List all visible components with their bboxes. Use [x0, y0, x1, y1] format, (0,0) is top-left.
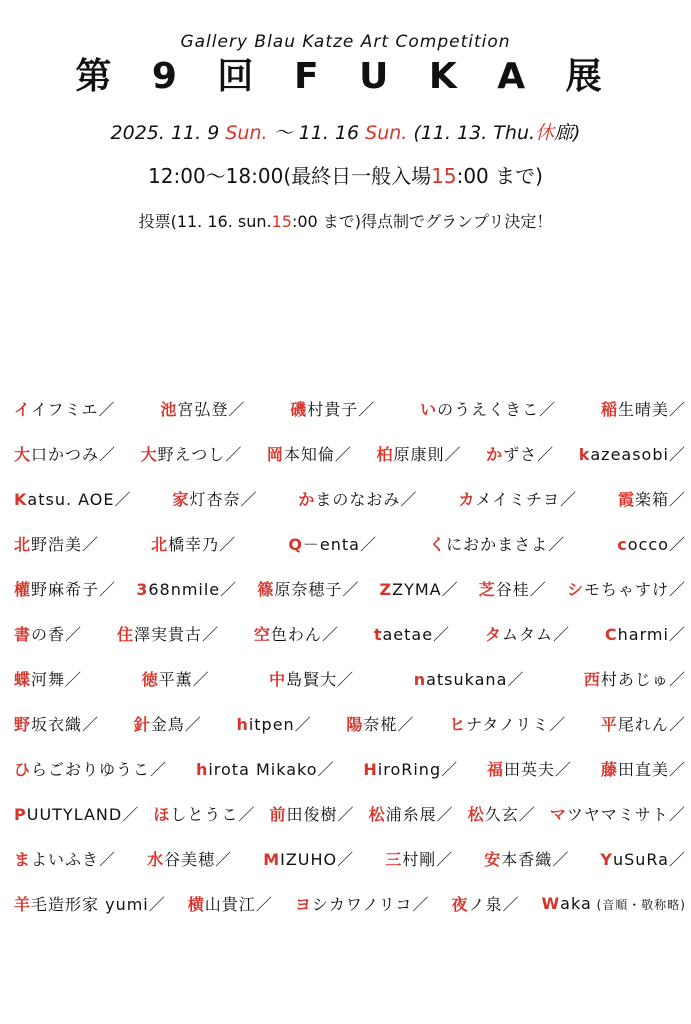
separator: ／: [668, 625, 686, 644]
artist-name: [196, 757, 335, 780]
separator: ／: [337, 850, 355, 869]
artist-name-rest: の香: [31, 625, 66, 644]
artist-initial: 横: [187, 895, 205, 914]
separator: ／: [668, 445, 686, 464]
opening-hours: [0, 160, 691, 189]
artist-initial: 福: [487, 760, 505, 779]
artist-initial: 柏: [376, 445, 394, 464]
artist-name-rest: 村貴子: [307, 400, 359, 419]
separator: ／: [192, 670, 210, 689]
artist-initial: h: [195, 760, 209, 779]
artist-name-rest: 田直美: [617, 760, 669, 779]
artist-name: [420, 397, 556, 420]
artist-initial: 岡: [266, 445, 284, 464]
artist-initial: 西: [583, 670, 601, 689]
artist-name: [14, 712, 99, 735]
separator: ／: [507, 670, 525, 689]
artist-name: [14, 847, 116, 870]
artist-name-rest: しとうこ: [170, 805, 239, 824]
separator: ／: [668, 805, 686, 824]
artist-name: [618, 487, 686, 510]
artist-name: [429, 532, 565, 555]
start-date: 2025. 11. 9: [110, 122, 220, 144]
artist-name: [468, 802, 536, 825]
artist-name: [14, 532, 99, 555]
artist-name: [236, 712, 311, 735]
artist-name: [377, 442, 462, 465]
artist-initial: 藤: [600, 760, 618, 779]
artist-name-rest: aka: [560, 894, 592, 913]
artist-initial: H: [363, 760, 378, 779]
artist-initial: k: [578, 445, 591, 464]
separator: ／: [502, 895, 520, 914]
separator: ／: [334, 445, 352, 464]
separator: ／: [255, 895, 273, 914]
separator: ／: [552, 850, 570, 869]
hours-suffix: :00 まで): [456, 164, 543, 188]
artist-initial: 家: [172, 490, 190, 509]
separator: ／: [412, 895, 430, 914]
separator: ／: [228, 400, 246, 419]
artist-initial: 住: [116, 625, 134, 644]
artist-name-rest: まのなおみ: [315, 490, 401, 509]
artist-name-rest: uSuRa: [612, 850, 669, 869]
end-date: 11. 16: [298, 122, 360, 144]
artist-initial: Z: [379, 580, 393, 599]
separator: ／: [294, 715, 312, 734]
separator: ／: [337, 670, 355, 689]
separator: ／: [65, 625, 83, 644]
artist-initial: 芝: [478, 580, 496, 599]
artist-name-rest: シカワノリコ: [311, 895, 413, 914]
artist-name-rest: 河舞: [31, 670, 66, 689]
closed-suffix: 廊): [554, 122, 581, 144]
artist-initial: W: [541, 894, 561, 913]
separator: ／: [668, 580, 686, 599]
artist-name-rest: 奈椛: [363, 715, 398, 734]
artist-name: [298, 487, 417, 510]
separator: ／: [238, 805, 256, 824]
separator: ／: [441, 760, 459, 779]
separator: ／: [99, 445, 117, 464]
artist-initial: 夜: [451, 895, 469, 914]
separator: ／: [317, 760, 335, 779]
artist-initial: 篠: [257, 580, 275, 599]
artist-name: [257, 577, 359, 600]
separator: ／: [555, 760, 573, 779]
artist-row: [14, 521, 686, 566]
artist-name: [374, 622, 450, 645]
artist-initial: 陽: [346, 715, 364, 734]
artist-name: [14, 667, 82, 690]
artist-name-rest: のうえくきこ: [437, 400, 540, 419]
artist-name-rest: モちゃすけ: [583, 580, 669, 599]
hours-last-entry: 15: [431, 164, 457, 188]
artist-name-rest: iroRing: [377, 760, 442, 779]
artist-initial: ほ: [153, 805, 171, 824]
artist-name-rest: 野麻希子: [31, 580, 100, 599]
artist-name-rest: イフミエ: [31, 400, 99, 419]
separator: ／: [668, 490, 686, 509]
artist-initial: C: [604, 625, 618, 644]
artist-name: [601, 397, 686, 420]
separator: ／: [99, 580, 117, 599]
artist-name: [188, 892, 273, 915]
separator: ／: [122, 805, 140, 824]
artist-initial: 稲: [600, 400, 618, 419]
artist-initial: 霞: [617, 490, 635, 509]
artist-name: [479, 577, 547, 600]
artist-name: [484, 847, 569, 870]
artist-name-rest: 島賢大: [286, 670, 338, 689]
artist-name-rest: atsukana: [426, 670, 508, 689]
artist-initial: 北: [14, 535, 32, 554]
artist-initial: い: [420, 400, 438, 419]
artist-name-rest: ZYMA: [392, 580, 442, 599]
artist-row: [14, 566, 686, 611]
artist-name-rest: harmi: [617, 625, 669, 644]
separator: ／: [668, 535, 686, 554]
competition-subtitle: Gallery Blau Katze Art Competition: [180, 32, 511, 52]
artist-name: [414, 667, 525, 690]
artist-name-rest: 68nmile: [148, 580, 221, 599]
artist-name: [458, 487, 577, 510]
separator: ／: [65, 670, 83, 689]
separator: ／: [219, 535, 237, 554]
artist-initial: く: [429, 535, 447, 554]
artist-initial: マ: [549, 805, 567, 824]
exhibition-dates: [0, 118, 691, 145]
start-day: Sun.: [225, 122, 268, 144]
artist-name: [600, 847, 686, 870]
end-day: Sun.: [365, 122, 408, 144]
artist-list: [14, 386, 686, 926]
artist-name-rest: 原奈穂子: [274, 580, 343, 599]
artist-initial: 三: [385, 850, 403, 869]
separator: ／: [184, 715, 202, 734]
artist-name-rest: －enta: [302, 535, 360, 554]
artist-initial: 安: [484, 850, 502, 869]
artist-initial: 水: [147, 850, 165, 869]
artist-row: [14, 701, 686, 746]
separator: ／: [342, 580, 360, 599]
artist-name-rest: 宮弘登: [177, 400, 229, 419]
artist-row: [14, 836, 686, 881]
separator: ／: [668, 850, 686, 869]
separator: ／: [99, 850, 117, 869]
separator: ／: [82, 535, 100, 554]
artist-name: [617, 532, 686, 555]
artist-name-rest: 金鳥: [150, 715, 185, 734]
artist-initial: 3: [136, 580, 149, 599]
artist-name: [584, 667, 686, 690]
artist-name-rest: 谷桂: [495, 580, 530, 599]
artist-name: [14, 892, 166, 915]
artist-name: [14, 397, 116, 420]
separator: ／: [537, 445, 555, 464]
separator: ／: [240, 490, 258, 509]
artist-initial: ヒ: [449, 715, 467, 734]
artist-initial: 北: [151, 535, 169, 554]
artist-name: [363, 757, 458, 780]
artist-name-rest: atsu. AOE: [27, 490, 115, 509]
separator: ／: [98, 400, 116, 419]
artist-name-rest: 野浩美: [31, 535, 83, 554]
artist-initial: 權: [14, 580, 32, 599]
artist-initial: 平: [600, 715, 618, 734]
artist-name-rest: occo: [627, 535, 669, 554]
artist-name-rest: 野えつし: [157, 445, 226, 464]
artist-initial: 書: [14, 625, 32, 644]
artist-name: [14, 487, 132, 510]
vote-suffix: :00 まで)得点制でグランプリ決定！: [291, 212, 553, 231]
artist-name-rest: 田英夫: [504, 760, 556, 779]
artist-name: [14, 442, 116, 465]
separator: ／: [668, 670, 686, 689]
artist-name: [487, 757, 572, 780]
separator: ／: [114, 490, 132, 509]
artist-initial: 松: [368, 805, 386, 824]
artist-name: [151, 532, 236, 555]
artist-initial: ま: [14, 850, 32, 869]
artist-name-rest: ノ泉: [468, 895, 503, 914]
artist-name-rest: 本知倫: [283, 445, 335, 464]
artist-name-rest: 橋幸乃: [168, 535, 220, 554]
artist-name: [254, 622, 339, 645]
artist-initial: ひ: [14, 760, 32, 779]
artist-initial: ヨ: [294, 895, 312, 914]
artist-name-rest: 生晴美: [617, 400, 669, 419]
artist-initial: か: [298, 490, 316, 509]
artist-name-rest: 澤実貴古: [133, 625, 202, 644]
artist-name-rest: 久玄: [484, 805, 519, 824]
separator: ／: [436, 805, 454, 824]
artist-name: [567, 577, 686, 600]
separator: ／: [215, 850, 233, 869]
separator: ／: [560, 490, 578, 509]
artist-name-rest: ナタノリミ: [466, 715, 550, 734]
artist-name: [269, 802, 354, 825]
separator: ／: [552, 625, 570, 644]
separator: ／: [433, 625, 451, 644]
artist-name-rest: 本香織: [501, 850, 553, 869]
artist-initial: c: [617, 535, 628, 554]
artist-row: [14, 791, 686, 836]
artist-name: [542, 894, 686, 913]
separator: ／: [444, 445, 462, 464]
artist-initial: t: [373, 625, 383, 644]
artist-name-rest: らごおりゆうこ: [31, 760, 151, 779]
artist-name: [486, 442, 554, 465]
closing-note: (音順・敬称略): [591, 898, 686, 912]
artist-name-rest: 田俊樹: [286, 805, 338, 824]
artist-name-rest: 原康則: [393, 445, 445, 464]
artist-initial: タ: [484, 625, 502, 644]
artist-name: [14, 757, 167, 780]
artist-name-rest: 村あじゅ: [600, 670, 669, 689]
separator: ／: [548, 535, 566, 554]
artist-initial: 磯: [290, 400, 308, 419]
separator: ／: [225, 445, 243, 464]
artist-name: [451, 892, 519, 915]
artist-initial: シ: [566, 580, 584, 599]
artist-name-rest: ムタム: [501, 625, 553, 644]
separator: ／: [150, 760, 168, 779]
artist-row: [14, 656, 686, 701]
artist-name-rest: azeasobi: [590, 445, 669, 464]
artist-name: [14, 802, 139, 825]
artist-initial: h: [236, 715, 249, 734]
separator: ／: [148, 895, 166, 914]
separator: ／: [82, 715, 100, 734]
artist-name: [346, 712, 414, 735]
artist-name: [601, 712, 686, 735]
artist-row: [14, 611, 686, 656]
artist-name: [290, 397, 375, 420]
artist-name: [579, 442, 686, 465]
artist-initial: か: [486, 445, 504, 464]
artist-initial: 大: [14, 445, 32, 464]
artist-name-rest: 尾れん: [617, 715, 669, 734]
artist-name-rest: 楽箱: [634, 490, 669, 509]
artist-name: [601, 757, 686, 780]
artist-name: [141, 442, 243, 465]
closed-mark: 休: [535, 122, 555, 144]
artist-name: [172, 487, 257, 510]
artist-name: [136, 577, 237, 600]
artist-name: [269, 667, 354, 690]
artist-name-rest: 坂衣織: [31, 715, 83, 734]
separator: ／: [436, 850, 454, 869]
artist-name: [267, 442, 352, 465]
separator: ／: [360, 535, 378, 554]
separator: ／: [668, 715, 686, 734]
artist-name-rest: 浦糸展: [385, 805, 437, 824]
artist-name: [14, 577, 116, 600]
artist-name: [295, 892, 430, 915]
artist-name: [147, 847, 232, 870]
separator: ／: [539, 400, 557, 419]
artist-name-rest: 色わん: [270, 625, 322, 644]
artist-name-rest: メイミチヨ: [475, 490, 561, 509]
artist-name-rest: IZUHO: [280, 850, 338, 869]
artist-initial: 松: [467, 805, 485, 824]
artist-name-rest: 山貴江: [204, 895, 256, 914]
artist-name-rest: 村剛: [402, 850, 437, 869]
exhibition-title: 第 9 回 F U K A 展: [75, 56, 616, 97]
voting-info: [0, 209, 691, 232]
artist-name-rest: itpen: [248, 715, 295, 734]
separator: ／: [337, 805, 355, 824]
artist-name-rest: 灯杏奈: [189, 490, 241, 509]
artist-name: [550, 802, 686, 825]
separator: ／: [400, 490, 418, 509]
artist-name-rest: 毛造形家 yumi: [31, 895, 149, 914]
artist-initial: 徳: [141, 670, 159, 689]
artist-initial: 野: [14, 715, 32, 734]
artist-name: [14, 622, 82, 645]
artist-name: [288, 532, 377, 555]
vote-prefix: 投票(11. 16. sun.: [138, 212, 272, 231]
separator: ／: [549, 715, 567, 734]
artist-initial: 前: [269, 805, 287, 824]
artist-initial: M: [263, 850, 281, 869]
artist-name-rest: ずさ: [503, 445, 538, 464]
artist-initial: Y: [600, 850, 613, 869]
artist-initial: K: [14, 490, 28, 509]
artist-initial: 針: [133, 715, 151, 734]
artist-name-rest: aetae: [382, 625, 434, 644]
artist-initial: イ: [14, 400, 32, 419]
artist-row: [14, 881, 686, 926]
artist-initial: n: [413, 670, 427, 689]
hours-prefix: 12:00〜18:00(最終日一般入場: [148, 164, 432, 188]
artist-initial: 大: [140, 445, 158, 464]
artist-initial: Q: [288, 535, 303, 554]
artist-name: [117, 622, 219, 645]
artist-name-rest: irota Mikako: [208, 760, 318, 779]
separator: ／: [529, 580, 547, 599]
artist-initial: 羊: [14, 895, 32, 914]
artist-name: [263, 847, 354, 870]
artist-name: [134, 712, 202, 735]
artist-row: [14, 431, 686, 476]
artist-name: [160, 397, 245, 420]
artist-name: [369, 802, 454, 825]
separator: ／: [358, 400, 376, 419]
artist-name-rest: 口かつみ: [31, 445, 100, 464]
artist-name: [385, 847, 453, 870]
artist-row: [14, 746, 686, 791]
artist-name-rest: ツヤマミサト: [566, 805, 669, 824]
separator: ／: [668, 760, 686, 779]
artist-initial: 中: [269, 670, 287, 689]
artist-name: [380, 577, 459, 600]
artist-initial: 池: [160, 400, 178, 419]
separator: ／: [321, 625, 339, 644]
separator: ／: [668, 400, 686, 419]
artist-row: [14, 386, 686, 431]
date-tilde: 〜: [273, 122, 293, 144]
artist-name-rest: 平薫: [158, 670, 193, 689]
artist-initial: カ: [458, 490, 476, 509]
separator: ／: [441, 580, 459, 599]
artist-row: [14, 476, 686, 521]
artist-name-rest: よいふき: [31, 850, 100, 869]
artist-name: [605, 622, 686, 645]
separator: ／: [518, 805, 536, 824]
artist-initial: P: [14, 805, 27, 824]
artist-name-rest: UUTYLAND: [26, 805, 123, 824]
artist-name: [485, 622, 570, 645]
artist-name-rest: 谷美穂: [164, 850, 216, 869]
artist-initial: 空: [253, 625, 271, 644]
artist-name-rest: におかまさよ: [446, 535, 549, 554]
separator: ／: [397, 715, 415, 734]
separator: ／: [201, 625, 219, 644]
artist-name: [449, 712, 566, 735]
artist-name: [142, 667, 210, 690]
closed-prefix: (11. 13. Thu.: [413, 122, 536, 144]
artist-name: [153, 802, 255, 825]
separator: ／: [220, 580, 238, 599]
artist-initial: 蝶: [14, 670, 32, 689]
vote-time: 15: [271, 212, 292, 231]
